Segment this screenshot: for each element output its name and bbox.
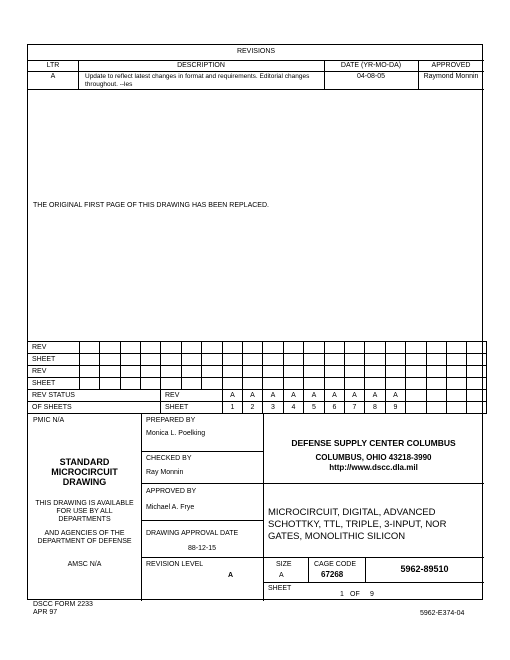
replacement-notice: THE ORIGINAL FIRST PAGE OF THIS DRAWING HAS BEEN REPLACED. [33, 202, 269, 209]
standard-line2: MICROCIRCUIT [51, 467, 118, 477]
agencies-line2: DEPARTMENT OF DEFENSE [37, 538, 132, 545]
form-number: DSCC FORM 2233 [33, 601, 93, 608]
availability-line1: THIS DRAWING IS AVAILABLE [35, 500, 134, 507]
sheet-total: 9 [370, 591, 374, 598]
revisions-title: REVISIONS [236, 48, 276, 55]
sheet-row-label: SHEET [28, 354, 80, 366]
revision-level: A [228, 572, 234, 579]
approved-header: APPROVED [431, 62, 471, 69]
amsc-label: AMSC N/A [67, 561, 102, 568]
rev-cell: A [304, 390, 325, 402]
approval-date-label: DRAWING APPROVAL DATE [146, 530, 239, 537]
rev-status-label: REV STATUS [28, 390, 161, 402]
availability-line3: DEPARTMENTS [58, 516, 111, 523]
prepared-by-label: PREPARED BY [146, 417, 196, 424]
document-number: 5962-E374-04 [420, 610, 465, 617]
sheet-cell: 2 [243, 402, 263, 414]
drawing-sheet [27, 44, 483, 600]
sheet-cell: 6 [325, 402, 345, 414]
rev-cell: A [263, 390, 284, 402]
sheet-cell: 9 [386, 402, 406, 414]
rev-cell: A [386, 390, 406, 402]
part-description-3: GATES, MONOLITHIC SILICON [268, 531, 406, 542]
of-sheets-label: OF SHEETS [28, 402, 161, 414]
size-label: SIZE [276, 561, 292, 568]
rev-cell: A [284, 390, 304, 402]
sheet-cell: 8 [365, 402, 386, 414]
drawing-number: 5962-89510 [400, 564, 449, 574]
rev-cell: A [365, 390, 386, 402]
rev-row-label-2: REV [28, 366, 80, 378]
part-description-1: MICROCIRCUIT, DIGITAL, ADVANCED [268, 507, 436, 518]
revision-level-label: REVISION LEVEL [146, 561, 204, 568]
standard-line3: DRAWING [62, 477, 107, 487]
sheet-cell: 7 [345, 402, 365, 414]
ltr-header: LTR [46, 62, 60, 69]
rev-cell: A [345, 390, 365, 402]
sheet-number: 1 [340, 591, 344, 598]
date-header: DATE (YR-MO-DA) [340, 62, 402, 69]
revision-description-1: Update to reflect latest changes in format and requirements. Editorial changes [85, 73, 310, 80]
org-url: http://www.dscc.dla.mil [329, 463, 418, 472]
agencies-line1: AND AGENCIES OF THE [44, 530, 125, 537]
part-description-2: SCHOTTKY, TTL, TRIPLE, 3-INPUT, NOR [268, 519, 447, 530]
revision-ltr: A [50, 73, 56, 80]
standard-line1: STANDARD [59, 457, 110, 467]
size-value: A [279, 572, 284, 579]
rev-row-label: REV [28, 342, 80, 354]
rev-cell: A [243, 390, 263, 402]
description-header: DESCRIPTION [177, 62, 225, 69]
org-name: DEFENSE SUPPLY CENTER COLUMBUS [291, 438, 456, 448]
approval-date: 88-12-15 [187, 545, 217, 552]
pmic-label: PMIC N/A [33, 417, 65, 424]
sheet-label: SHEET [268, 585, 292, 592]
approved-by-name: Michael A. Frye [146, 504, 195, 511]
rev-col-label: REV [161, 390, 223, 402]
revision-description-2: throughout. --les [85, 81, 133, 88]
prepared-by-name: Monica L. Poelking [146, 430, 206, 437]
form-date: APR 97 [33, 609, 58, 616]
sheet-of-label: OF [350, 591, 360, 598]
sheet-cell: 5 [304, 402, 325, 414]
sheet-col-label: SHEET [161, 402, 223, 414]
availability-line2: FOR USE BY ALL [56, 508, 113, 515]
revision-status-grid [27, 341, 487, 414]
checked-by-name: Ray Monnin [146, 469, 184, 476]
rev-cell: A [223, 390, 243, 402]
sheet-cell: 1 [223, 402, 243, 414]
rev-cell: A [325, 390, 345, 402]
sheet-cell: 3 [263, 402, 284, 414]
org-address: COLUMBUS, OHIO 43218-3990 [315, 453, 432, 462]
sheet-cell: 4 [284, 402, 304, 414]
sheet-row-label-2: SHEET [28, 378, 80, 390]
approved-by-label: APPROVED BY [146, 488, 197, 495]
cage-code: 67268 [321, 570, 344, 579]
revision-date: 04-08-05 [356, 73, 386, 80]
cage-code-label: CAGE CODE [314, 561, 357, 568]
checked-by-label: CHECKED BY [146, 455, 192, 462]
revision-approved: Raymond Monnin [423, 73, 479, 80]
